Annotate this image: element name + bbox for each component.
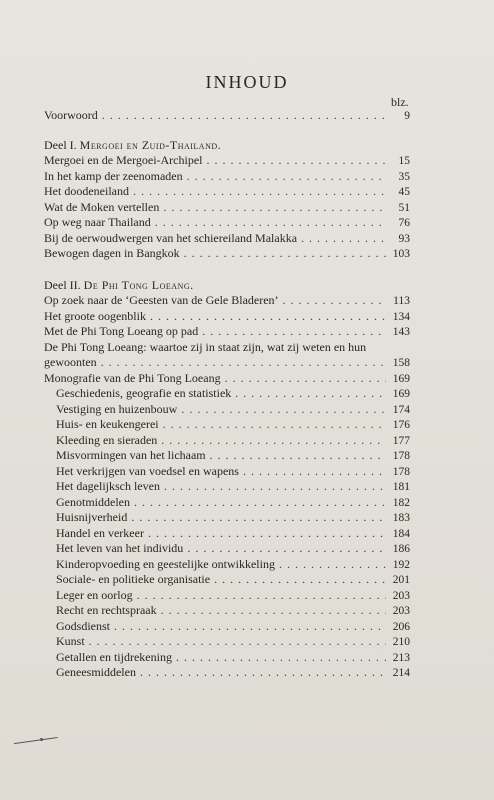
toc-entry-label: Sociale- en politieke organisatie: [56, 572, 211, 586]
dot-leader: [148, 526, 386, 542]
toc-entry-page: 177: [392, 434, 410, 447]
toc-entry: [44, 386, 410, 402]
toc-entry: [44, 526, 410, 542]
toc-entry-label: Getallen en tijdrekening: [56, 649, 172, 664]
dot-leader: [163, 200, 386, 216]
dot-leader: [176, 650, 386, 666]
dot-leader: [243, 464, 386, 480]
toc-entry: [44, 433, 410, 449]
toc-entry-label: Op zoek naar de ‘Geesten van de Gele Bladeren’: [44, 293, 279, 307]
toc-entry-long-line1: De Phi Tong Loeang: waartoe zij in staat zijn, wat zij weten en hun: [44, 339, 367, 354]
toc-entry-page: 51: [398, 201, 410, 214]
part1-entries: [44, 153, 410, 262]
part-title: Mergoei en Zuid-Thailand.: [79, 137, 222, 152]
dot-leader: [187, 169, 386, 185]
page-title: INHOUD: [205, 72, 289, 92]
toc-entry-page: 35: [398, 170, 410, 183]
part-title: De Phi Tong Loeang.: [83, 277, 194, 292]
toc-entry-label: Bij de oerwoudwergen van het schiereiland Malakka: [44, 230, 298, 245]
dot-leader: [184, 246, 386, 262]
toc-entry-label: Wat de Moken vertellen: [44, 199, 160, 214]
dot-leader: [89, 634, 386, 650]
toc-entry: [44, 479, 410, 495]
toc-entry-page: 183: [392, 512, 410, 524]
toc-entry: [44, 619, 410, 635]
dot-leader: [114, 619, 386, 635]
toc-entry-page: 178: [392, 465, 410, 478]
toc-entry: [44, 634, 410, 650]
toc-entry-label: Het verkrijgen van voedsel en wapens: [56, 463, 239, 478]
dot-leader: [161, 433, 386, 449]
toc-entry-long: [44, 355, 410, 371]
toc-entry: [44, 572, 410, 588]
toc-entry: [44, 324, 410, 340]
toc-entry-label: Kleeding en sieraden: [56, 432, 158, 447]
toc-entry-label: Bewogen dagen in Bangkok: [44, 246, 180, 260]
toc-entry-page: 45: [398, 186, 410, 198]
dot-leader: [187, 541, 386, 557]
toc-entry-label: Het doodeneiland: [44, 184, 129, 198]
dot-leader: [140, 665, 386, 681]
toc-entry: [44, 184, 410, 200]
dot-leader: [164, 479, 386, 495]
toc-entry-page: 134: [392, 310, 410, 323]
toc-entry: [44, 215, 410, 231]
dot-leader: [181, 402, 386, 418]
toc-entry-page: 15: [398, 155, 410, 167]
toc-entry-foreword: [44, 108, 410, 124]
toc-entry-label: gewoonten: [44, 355, 97, 369]
toc-entry-label: Misvormingen van het lichaam: [56, 448, 206, 462]
dot-leader: [137, 588, 386, 604]
toc-entry: [44, 510, 410, 526]
toc-entry-page: 9: [404, 110, 410, 122]
toc-entry: [44, 402, 410, 418]
toc-entry-page: 174: [392, 403, 410, 416]
toc-entry: [44, 464, 410, 480]
toc-entry-page: 181: [392, 481, 410, 493]
toc-entry-label: Huis- en keukengerei: [56, 417, 159, 431]
toc-entry-page: 169: [392, 372, 410, 385]
toc-entry: [44, 417, 410, 433]
toc-entry-label: Leger en oorlog: [56, 587, 133, 602]
part-heading-1: [44, 138, 410, 154]
toc-entry-label: Genotmiddelen: [56, 494, 130, 509]
toc-entry-page: 176: [392, 419, 410, 431]
toc-entry: [44, 603, 410, 619]
toc-entry-label: Voorwoord: [44, 108, 98, 122]
toc-entry-page: 158: [392, 357, 410, 369]
toc-entry: [44, 665, 410, 681]
dot-leader: [155, 215, 386, 231]
toc-entry: [44, 246, 410, 262]
toc-entry-page: 214: [392, 667, 410, 679]
dot-leader: [214, 572, 386, 588]
toc-entry-page: 143: [392, 326, 410, 338]
dot-leader: [102, 108, 386, 124]
dot-leader: [133, 184, 386, 200]
toc-entry-page: 184: [392, 527, 410, 540]
toc-entry-label: Huisnijverheid: [56, 510, 128, 524]
toc-entry-page: 210: [392, 636, 410, 648]
toc-entry: [44, 309, 410, 325]
toc-entry-label: Met de Phi Tong Loeang op pad: [44, 324, 199, 338]
toc-entry-page: 192: [392, 558, 410, 571]
toc-entry: [44, 293, 410, 309]
monograph-subentries: [44, 386, 410, 681]
toc-entry: [44, 541, 410, 557]
dot-leader: [131, 510, 386, 526]
toc-entry: [44, 588, 410, 604]
part2-entries: [44, 293, 410, 340]
toc-entry-label: Monografie van de Phi Tong Loeang: [44, 370, 221, 385]
toc-entry-page: 169: [392, 388, 410, 400]
toc-entry-page: 182: [392, 496, 410, 509]
toc-entry-label: Het leven van het individu: [56, 541, 184, 555]
table-of-contents: [44, 108, 410, 681]
toc-entry-page: 213: [392, 651, 410, 664]
toc-entry-label: Kinderopvoeding en geestelijke ontwikkeling: [56, 556, 275, 571]
dot-leader: [161, 603, 386, 619]
toc-entry-label: Geneesmiddelen: [56, 665, 136, 679]
dot-leader: [207, 153, 386, 169]
dot-leader: [163, 417, 386, 433]
toc-entry: [44, 169, 410, 185]
dot-leader: [279, 557, 386, 573]
dot-leader: [202, 324, 386, 340]
toc-entry-page: 178: [392, 450, 410, 462]
toc-entry-page: 203: [392, 605, 410, 617]
toc-entry: [44, 650, 410, 666]
part-prefix: Deel II.: [44, 277, 81, 292]
toc-entry: [44, 200, 410, 216]
toc-entry-page: 93: [398, 232, 410, 245]
toc-entry: [44, 495, 410, 511]
dot-leader: [150, 309, 386, 325]
toc-entry-page: 76: [398, 217, 410, 229]
dot-leader: [210, 448, 386, 464]
dot-leader: [301, 231, 386, 247]
toc-entry-label: Godsdienst: [56, 618, 110, 633]
toc-entry-label: Kunst: [56, 634, 85, 648]
page-column-label: blz.: [391, 95, 409, 109]
pencil-mark: [14, 737, 58, 747]
toc-entry: [44, 153, 410, 169]
toc-entry-label: Het dagelijksch leven: [56, 479, 160, 493]
part-prefix: Deel I.: [44, 137, 77, 152]
toc-entry-label: Op weg naar Thailand: [44, 215, 151, 229]
toc-entry-label: Handel en verkeer: [56, 525, 144, 540]
toc-entry-page: 113: [393, 295, 410, 307]
dot-leader: [235, 386, 386, 402]
toc-entry-page: 201: [392, 574, 410, 586]
toc-entry: [44, 231, 410, 247]
dot-leader: [134, 495, 386, 511]
toc-entry-page: 103: [392, 248, 410, 260]
dot-leader: [101, 355, 386, 371]
toc-entry-label: Mergoei en de Mergoei-Archipel: [44, 153, 203, 167]
toc-entry-label: Het groote oogenblik: [44, 308, 146, 323]
toc-entry-label: In het kamp der zeenomaden: [44, 168, 183, 183]
toc-entry-label: Vestiging en huizenbouw: [56, 401, 178, 416]
toc-entry-page: 186: [392, 543, 410, 555]
toc-entry-page: 206: [392, 620, 410, 633]
part-heading-2: [44, 278, 410, 294]
dot-leader: [225, 371, 386, 387]
toc-entry-label: Geschiedenis, geografie en statistiek: [56, 386, 232, 400]
toc-entry-monograph: [44, 371, 410, 387]
toc-entry: [44, 557, 410, 573]
toc-entry-label: Recht en rechtspraak: [56, 603, 157, 617]
ink-dot: [40, 738, 43, 741]
dot-leader: [283, 293, 386, 309]
toc-entry: [44, 448, 410, 464]
toc-entry-page: 203: [392, 589, 410, 602]
